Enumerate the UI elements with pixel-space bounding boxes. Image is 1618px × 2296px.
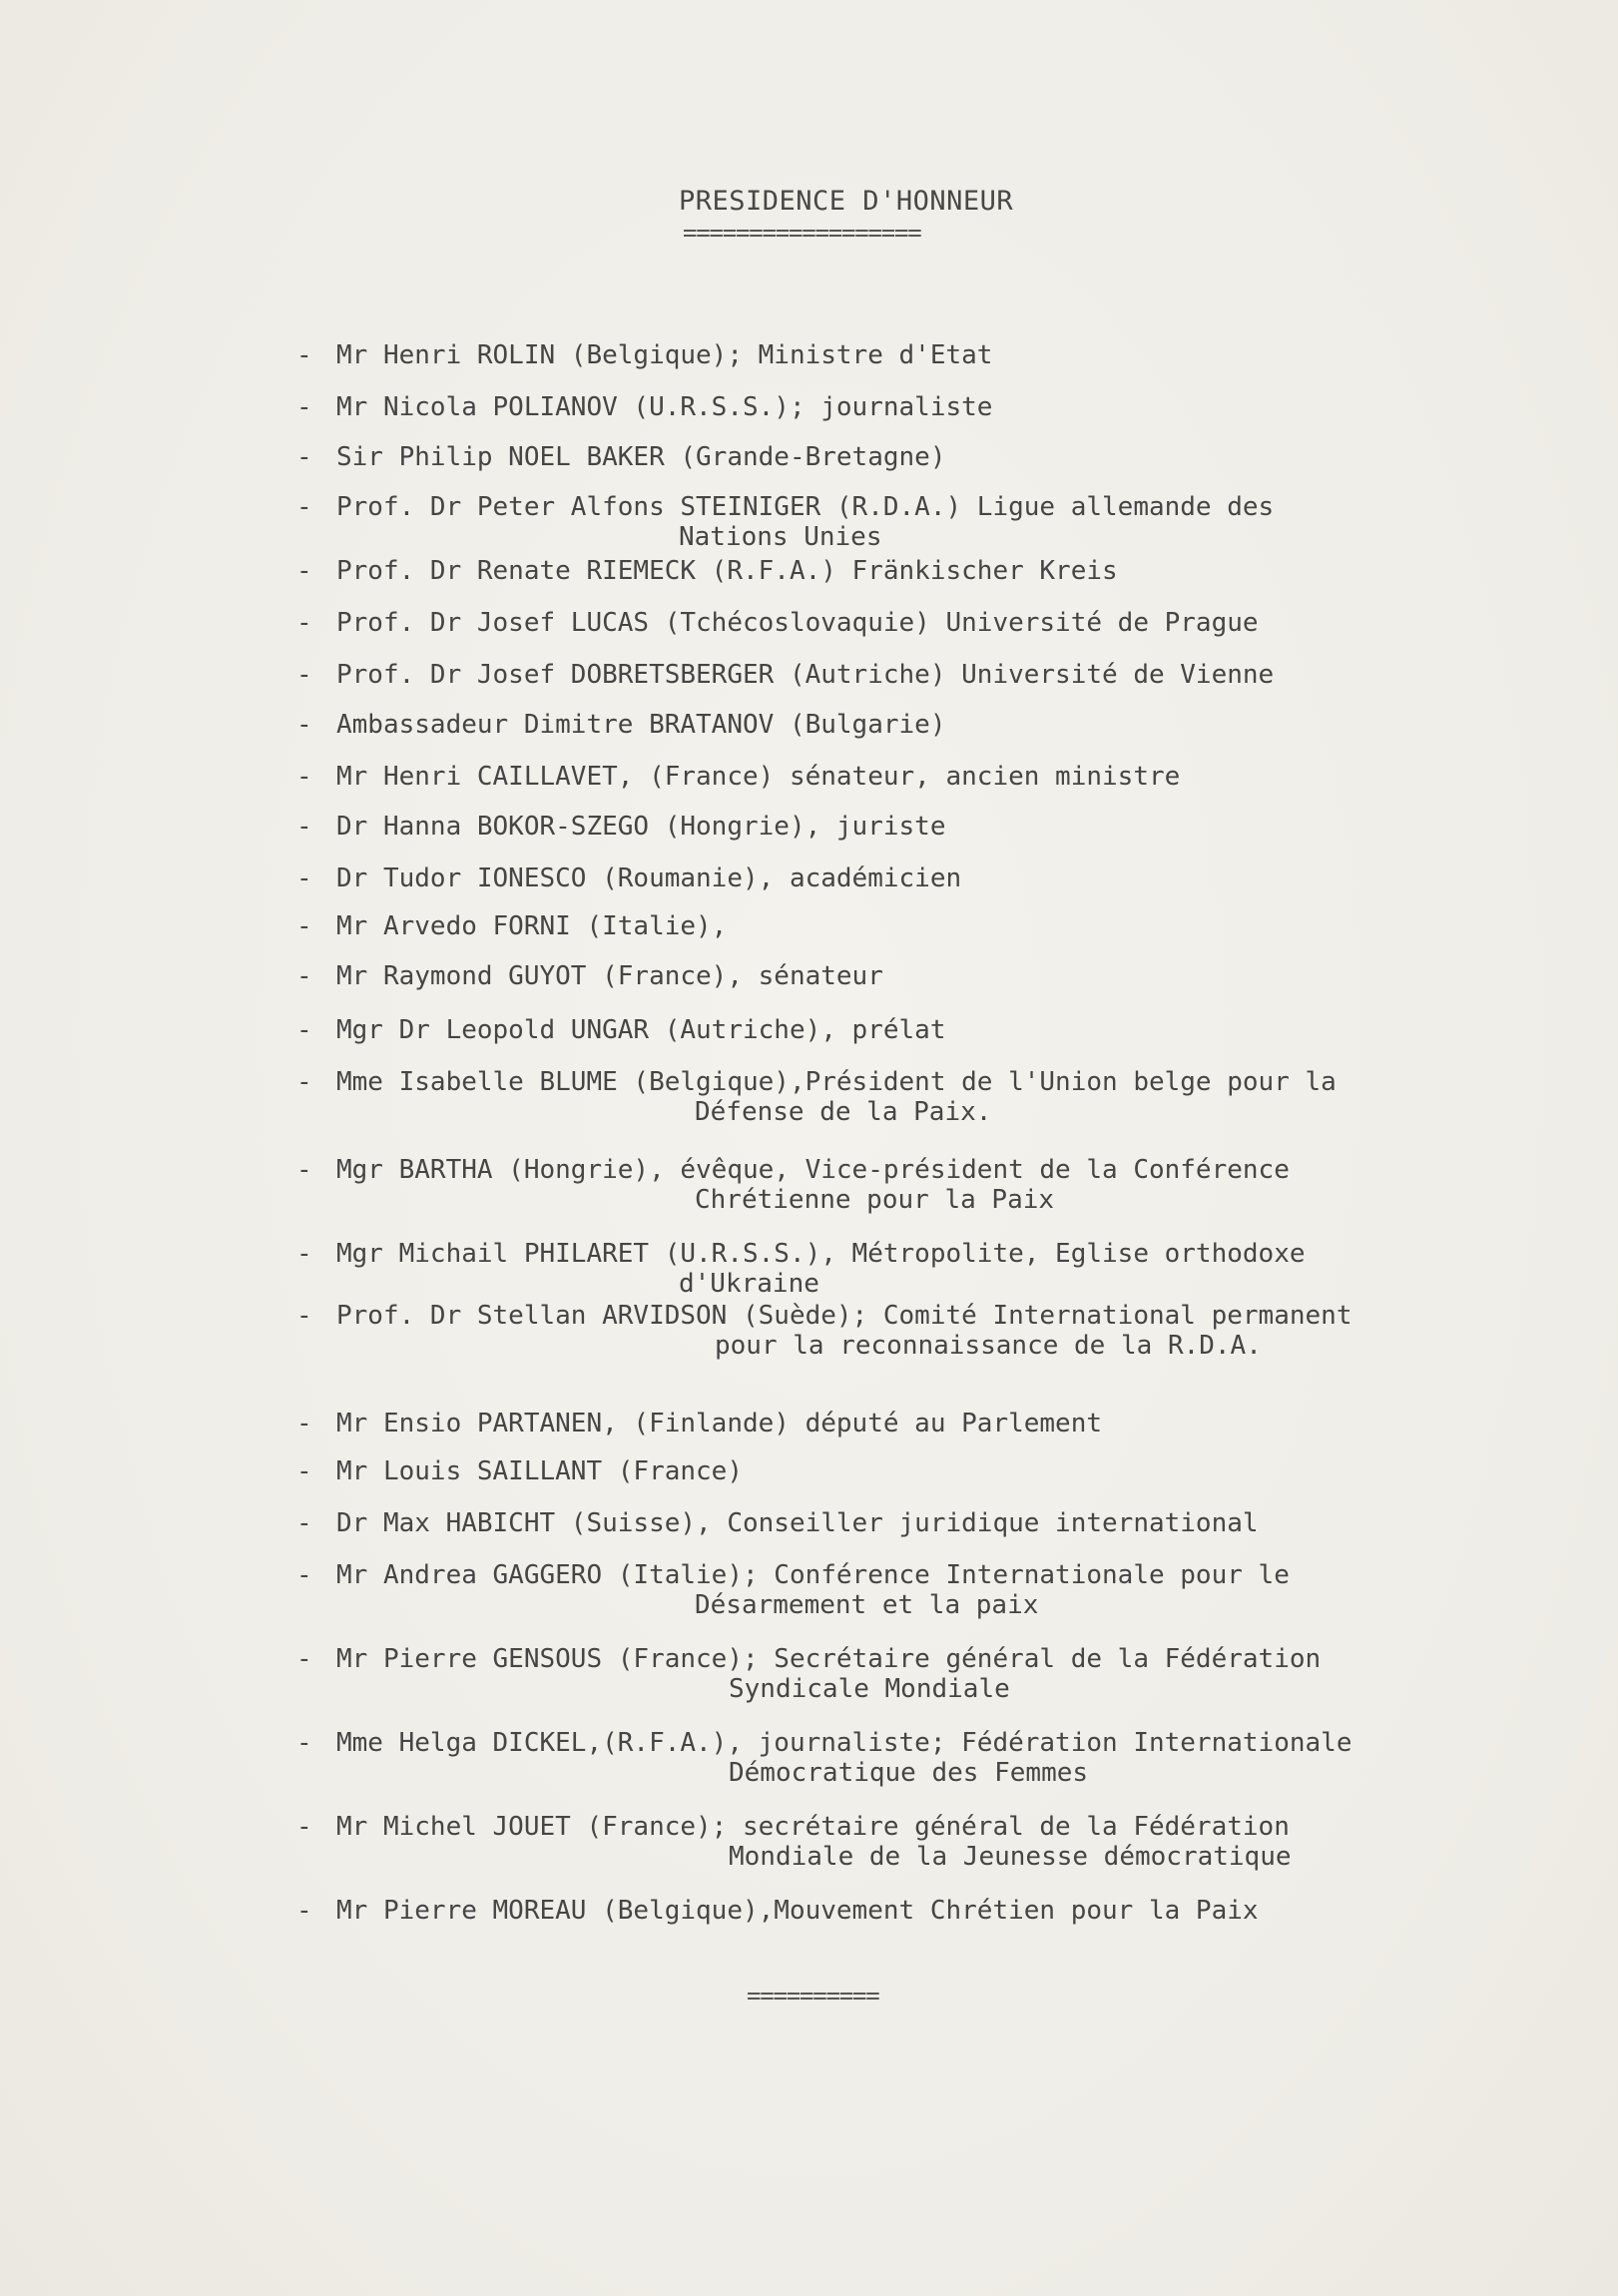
- entry-continuation: pour la reconnaissance de la R.D.A.: [715, 1331, 1262, 1361]
- entry-bullet: -: [296, 1456, 312, 1486]
- entry-item: [296, 1302, 1351, 1330]
- entry-bullet: -: [296, 812, 312, 842]
- entry-text: Dr Tudor IONESCO (Roumanie), académicien: [336, 863, 962, 893]
- entry-bullet: -: [296, 340, 312, 370]
- entry-text: Mr Louis SAILLANT (France): [336, 1456, 743, 1486]
- entry-text: Mgr Michail PHILARET (U.R.S.S.), Métropolite, Eglise orthodoxe: [336, 1239, 1306, 1269]
- entry-text: Mr Andrea GAGGERO (Italie); Conférence Internationale pour le: [336, 1560, 1290, 1590]
- entry-bullet: -: [296, 1301, 312, 1331]
- entry-item: [296, 1068, 1337, 1096]
- entry-item: [296, 1897, 1259, 1925]
- entry-bullet: -: [296, 1812, 312, 1842]
- entry-bullet: -: [296, 442, 312, 472]
- entry-item: [296, 609, 1259, 637]
- entry-text: Prof. Dr Peter Alfons STEINIGER (R.D.A.) Ligue allemande des: [336, 492, 1275, 522]
- entry-item: [296, 813, 945, 841]
- entry-text: Mr Henri CAILLAVET, (France) sénateur, ancien ministre: [336, 762, 1181, 792]
- end-rule: ==========: [747, 1982, 879, 2009]
- entry-bullet: -: [296, 392, 312, 422]
- entry-bullet: -: [296, 710, 312, 740]
- entry-continuation: Démocratique des Femmes: [729, 1758, 1089, 1788]
- entry-text: Mgr BARTHA (Hongrie), évêque, Vice-président de la Conférence: [336, 1155, 1290, 1185]
- entry-continuation: Nations Unies: [679, 522, 882, 552]
- entry-bullet: -: [296, 492, 312, 522]
- entry-text: Mr Arvedo FORNI (Italie),: [336, 911, 728, 941]
- entry-item: [296, 1457, 743, 1485]
- entry-bullet: -: [296, 1896, 312, 1926]
- page-title: PRESIDENCE D'HONNEUR: [679, 186, 1014, 217]
- entry-text: Mr Nicola POLIANOV (U.R.S.S.); journaliste: [336, 392, 993, 422]
- entry-text: Prof. Dr Stellan ARVIDSON (Suède); Comité International permanent: [336, 1301, 1352, 1331]
- entry-item: [296, 393, 992, 421]
- entry-item: [296, 1016, 945, 1044]
- entry-bullet: -: [296, 1015, 312, 1045]
- title-underline: ==================: [683, 219, 921, 247]
- entry-continuation: Syndicale Mondiale: [729, 1674, 1010, 1704]
- entry-text: Ambassadeur Dimitre BRATANOV (Bulgarie): [336, 710, 946, 740]
- entry-text: Mr Pierre GENSOUS (France); Secrétaire général de la Fédération: [336, 1644, 1322, 1674]
- entry-item: [296, 1410, 1102, 1437]
- entry-bullet: -: [296, 762, 312, 792]
- entry-item: [296, 1156, 1290, 1184]
- entry-item: [296, 341, 992, 369]
- entry-item: [296, 443, 945, 471]
- entry-bullet: -: [296, 911, 312, 941]
- entry-item: [296, 864, 961, 892]
- entry-bullet: -: [296, 1644, 312, 1674]
- entry-bullet: -: [296, 1067, 312, 1097]
- entry-continuation: Mondiale de la Jeunesse démocratique: [729, 1842, 1292, 1872]
- entry-text: Mgr Dr Leopold UNGAR (Autriche), prélat: [336, 1015, 946, 1045]
- entry-text: Mme Helga DICKEL,(R.F.A.), journaliste; Fédération Internationale: [336, 1728, 1352, 1758]
- entry-text: Mme Isabelle BLUME (Belgique),Président de l'Union belge pour la: [336, 1067, 1337, 1097]
- entry-continuation: d'Ukraine: [679, 1269, 819, 1299]
- entry-item: [296, 1645, 1321, 1673]
- entry-item: [296, 1509, 1259, 1537]
- entry-bullet: -: [296, 863, 312, 893]
- entry-bullet: -: [296, 1560, 312, 1590]
- entry-item: [296, 1729, 1351, 1757]
- entry-item: [296, 763, 1180, 791]
- entry-text: Prof. Dr Josef LUCAS (Tchécoslovaquie) Université de Prague: [336, 608, 1259, 638]
- entry-item: [296, 1561, 1290, 1589]
- entry-bullet: -: [296, 1508, 312, 1538]
- entry-text: Prof. Dr Renate RIEMECK (R.F.A.) Fränkischer Kreis: [336, 556, 1118, 586]
- entry-item: [296, 557, 1118, 585]
- entry-text: Dr Max HABICHT (Suisse), Conseiller juridique international: [336, 1508, 1259, 1538]
- entry-item: [296, 493, 1274, 521]
- entry-continuation: Désarmement et la paix: [695, 1590, 1039, 1620]
- entry-bullet: -: [296, 608, 312, 638]
- entry-text: Prof. Dr Josef DOBRETSBERGER (Autriche) Université de Vienne: [336, 660, 1275, 690]
- entry-text: Mr Michel JOUET (France); secrétaire général de la Fédération: [336, 1812, 1290, 1842]
- entry-text: Sir Philip NOEL BAKER (Grande-Bretagne): [336, 442, 946, 472]
- entry-bullet: -: [296, 1155, 312, 1185]
- entry-text: Mr Pierre MOREAU (Belgique),Mouvement Chrétien pour la Paix: [336, 1896, 1259, 1926]
- entry-continuation: Défense de la Paix.: [695, 1097, 992, 1127]
- entry-text: Mr Raymond GUYOT (France), sénateur: [336, 961, 883, 991]
- entry-item: [296, 1240, 1306, 1268]
- entry-bullet: -: [296, 1409, 312, 1438]
- entry-bullet: -: [296, 961, 312, 991]
- entry-continuation: Chrétienne pour la Paix: [695, 1185, 1055, 1215]
- entry-item: [296, 711, 945, 739]
- entry-item: [296, 962, 883, 990]
- entry-item: [296, 661, 1274, 689]
- entry-item: [296, 912, 727, 940]
- entry-bullet: -: [296, 1239, 312, 1269]
- entry-text: Dr Hanna BOKOR-SZEGO (Hongrie), juriste: [336, 812, 946, 842]
- entry-item: [296, 1813, 1290, 1841]
- entry-bullet: -: [296, 556, 312, 586]
- entry-bullet: -: [296, 660, 312, 690]
- entry-bullet: -: [296, 1728, 312, 1758]
- entry-text: Mr Henri ROLIN (Belgique); Ministre d'Etat: [336, 340, 993, 370]
- entry-text: Mr Ensio PARTANEN, (Finlande) député au Parlement: [336, 1409, 1103, 1438]
